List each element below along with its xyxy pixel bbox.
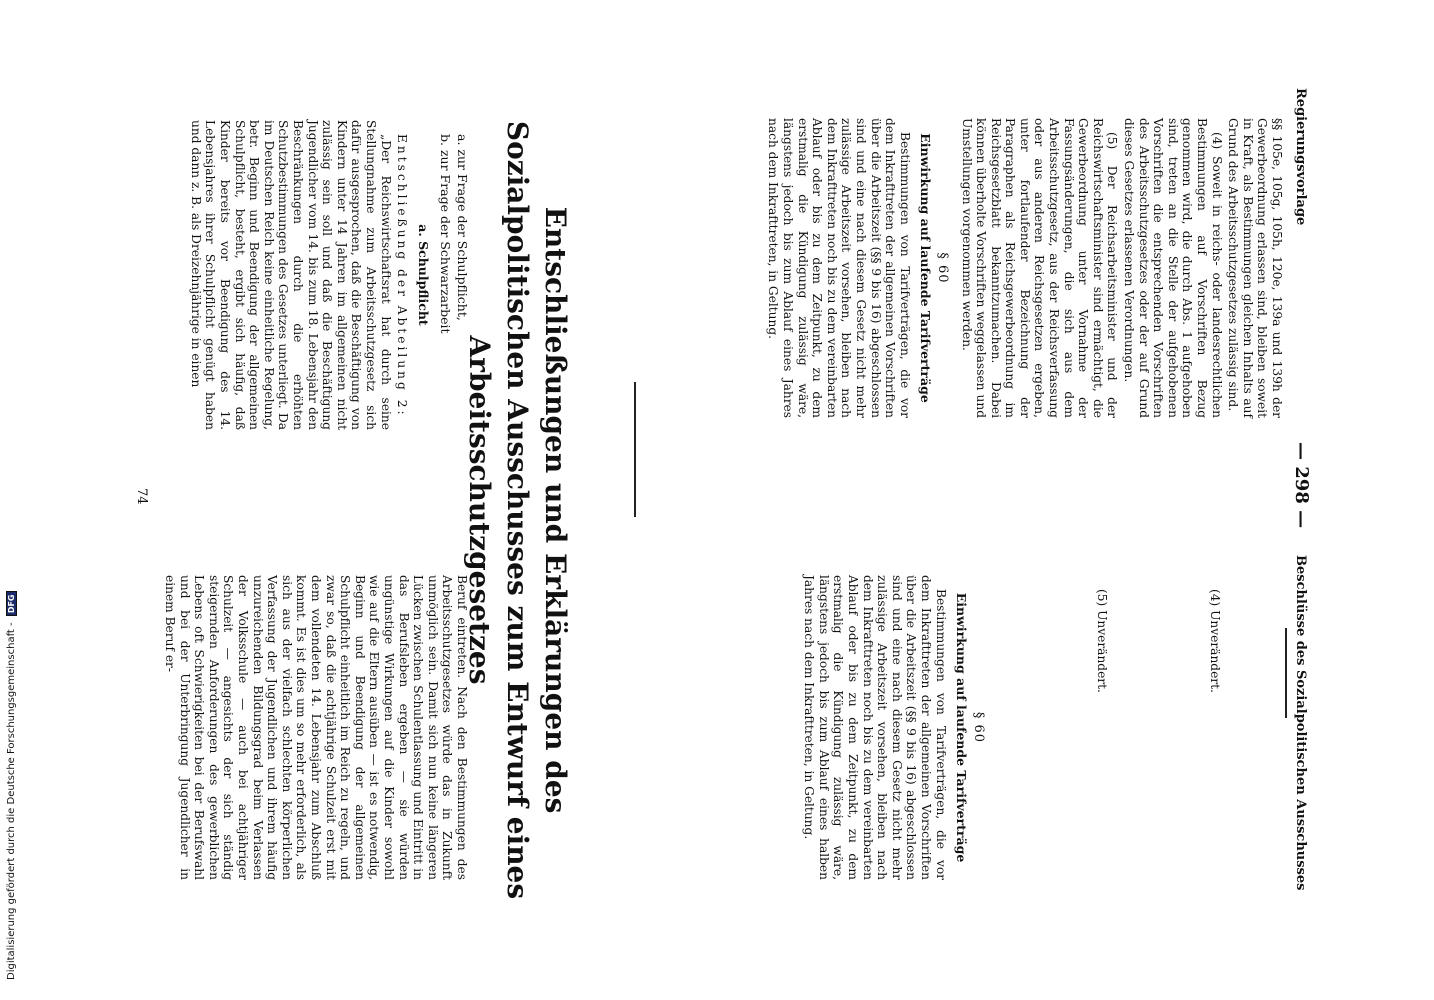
list-item: b. zur Frage der Schwarzarbeit [438,134,454,334]
resolution-heading: Entschließung der Abteilung 2: [395,134,410,418]
major-title: Entschließungen und Erklärungen des Sozialpolitischen Ausschusses zum Entwurf eines Arbeitsschutzgesetzes [463,120,572,900]
section-number: § 60 [934,252,950,284]
paragraph: (4) Soweit in reichs- oder landesrechtlichen Bestimmungen auf Vorschriften Bezug genommen wird, die durch Abs. 1 aufgehoben sind, treten an die Stelle der aufgehobenen Vorschriften die entsprechenden Vorschriften des Arbeitsschutzgesetzes oder der auf Grund dieses Gesetzes erlassenen Verordnungen. [1122,118,1224,418]
page-number-footer: 74 [134,488,149,505]
paragraph: (5) Unverändert. [1095,589,1110,693]
left-column-top [764,118,1284,418]
list-item: a. zur Frage der Schulpflicht, [455,134,470,321]
right-column-header: Beschlüsse des Sozialpolitischen Ausschusses [1293,555,1308,891]
dfg-logo: DFG [6,592,17,617]
right-column-top [800,575,1284,880]
paragraph: Bestimmungen von Tarifverträgen, die vor dem Inkrafttreten der allgemeinen Vorschriften über die Arbeitszeit (§§ 9 bis 16) abgeschlossen sind und eine nach diesem Gesetz nicht mehr zulässige Arbeitszeit vorsehen, bleiben nach dem Inkrafttreten noch bis zu dem vereinbarten Ablauf oder bis zu dem Zeitpunkt, zu dem erstmalig die Kündigung zulässig wäre, längstens jedoch bis zum Ablauf eines Jahres nach dem Inkrafttreten, in Geltung. [766,118,912,418]
paragraph: (5) Der Reichsarbeitsminister und der Reichswirtschaftsminister sind ermächtigt, die Gewerbeordnung unter Vornahme der Fassungsänderungen, die sich aus dem Arbeitsschutzgesetz, aus der Reichsverfassung oder aus anderen Reichsgesetzen ergeben, unter fortlaufender Bezeichnung der Paragraphen als Reichsgewerbeordnung im Reichsgesetzblatt bekanntzumachen. Dabei können überholte Vorschriften weggelassen und Umstellungen vorgenommen werden. [959,118,1120,418]
section-heading: Einwirkung auf laufende Tarifverträge [918,133,934,403]
left-column-bottom [186,120,469,430]
header-rule [1285,628,1287,718]
paragraph: Bestimmungen von Tarifverträgen, die vor dem Inkrafttreten der allgemeinen Vorschriften über die Arbeitszeit (§§ 9 bis 16) abgeschlossen sind und eine nach diesem Gesetz nicht mehr zulässige Arbeitszeit vorsehen, bleiben nach dem Inkrafttreten noch bis zu dem vereinbarten Ablauf oder bis zu dem Zeitpunkt, zu dem erstmalig die Kündigung zulässig wäre, längstens jedoch bis zum Ablauf eines halben Jahres nach dem Inkrafttreten, in Geltung. [802,575,948,880]
paragraph: Beruf eintreten. Nach den Bestimmungen des Arbeitsschutzgesetzes würde das in Zukunft unmöglich sein. Damit sich nun keine längeren Lücken zwischen Schulentlassung und Eintritt in das Berufsleben ergeben — sie würden ungünstige Wirkungen auf die Kinder sowohl wie auf die Eltern ausüben — ist es notwendig, Beginn und Beendigung der allgemeinen Schulpflicht einheitlich im Reich zu regeln, und zwar so, daß die achtjährige Schulzeit erst mit dem vollendeten 14. Lebensjahr zum Abschluß kommt. Es ist dies um so mehr erforderlich, als sich aus der vielfach schlechten körperlichen Verfassung der Jugendlichen und ihrem häufig unzureichenden Bildungsgrad beim Verlassen der Volksschule — auch bei achtjähriger Schulzeit — angesichts der sich ständig steigernden Anforderungen des gewerblichen Lebens oft Schwierigkeiten bei der Berufswahl und bei der Unterbringung Jugendlicher in einem Beruf er- [163,575,469,880]
left-column-header: Regierungsvorlage [1293,88,1308,226]
paragraph: (4) Unverändert. [1208,589,1222,693]
section-divider [634,382,636,517]
subsection-heading: a. Schulpflicht [415,224,431,326]
paragraph: „Der Reichswirtschaftsrat hat durch seine Stellungnahme zum Arbeitsschutzgesetz sich dafür ausgesprochen, daß die Beschäftigung von Kindern unter 14 Jahren im allgemeinen nicht zulässig sein soll und daß die Beschäftigung Jugendlicher vom 14. bis zum 18. Lebensjahr den Beschränkungen durch die erhöhten Schutzbestimmungen des Gesetzes unterliegt. Da im Deutschen Reich keine einheitliche Regelung, betr. Beginn und Beendigung der allgemeinen Schulpflicht, besteht, ergibt sich häufig, daß Kinder bereits vor Beendigung des 14. Lebensjahres ihrer Schulpflicht genügt haben und dann z. B. als Dreizehnjährige in einen [188,120,393,430]
credit-text: Digitalisierung gefördert durch die Deutsche Forschungsgemeinschaft - [6,622,17,980]
section-number: § 60 [970,711,986,744]
paragraph: §§ 105e, 105g, 105h, 120e, 139a und 139h der Gewerbeordnung erlassen sind, bleiben soweit in Kraft, als Bestimmungen gleichen Inhalts auf Grund des Arbeitsschutzgesetzes zulässig sind. [1226,118,1284,418]
right-column-bottom [161,575,469,880]
page-number-header: — 298 — [1291,442,1312,529]
digitization-credit [6,592,17,981]
section-heading: Einwirkung auf laufende Tarifverträge [954,592,970,863]
